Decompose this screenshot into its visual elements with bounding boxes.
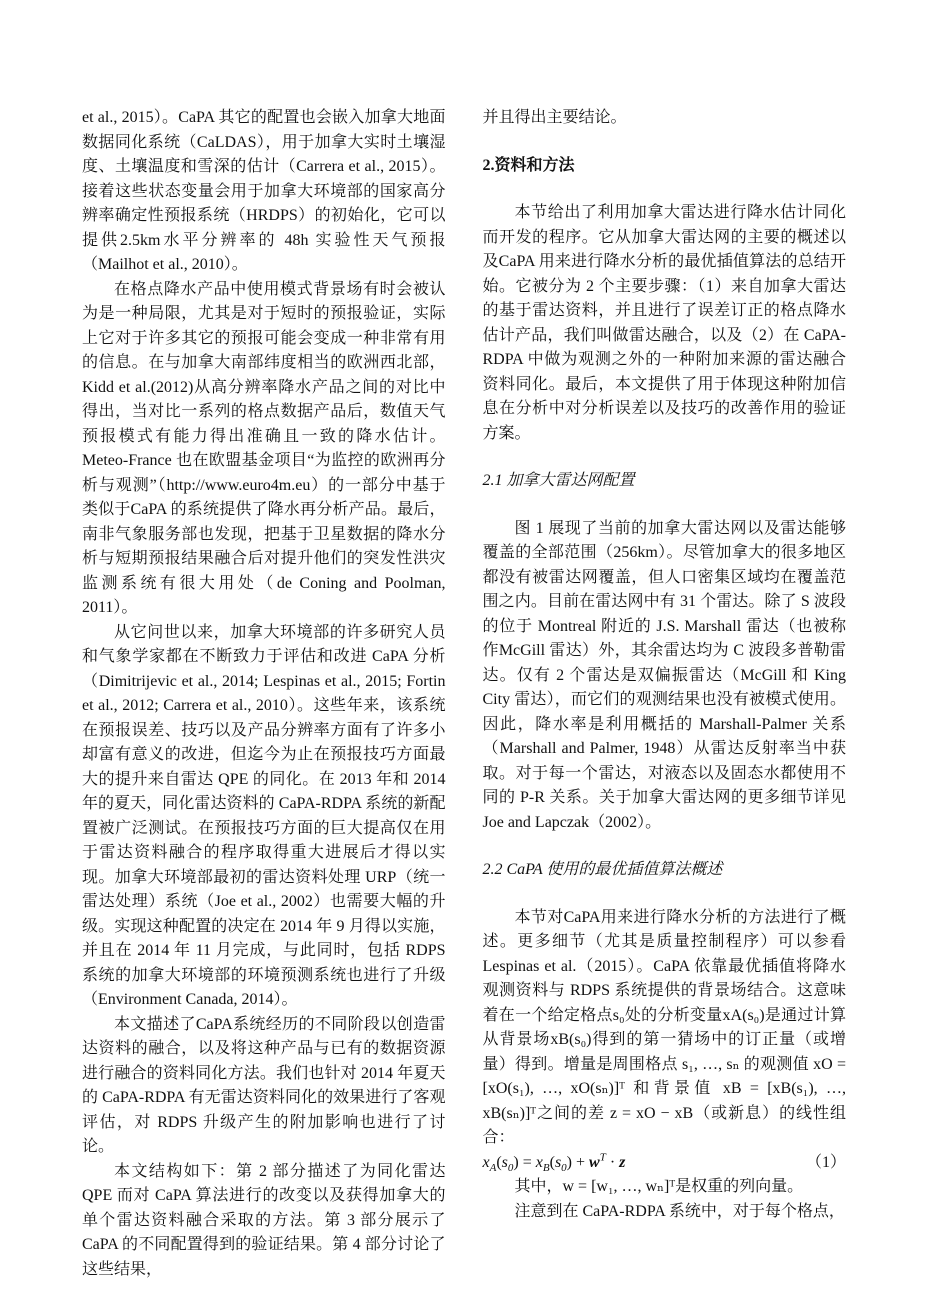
right-column: [483, 106, 847, 1282]
paragraph: 在格点降水产品中使用模式背景场有时会被认为是一种局限，尤其是对于短时的预报验证，实际上它对于许多其它的预报可能会变成一种非常有用的信息。在与加拿大南部纬度相当的欧洲西北部，Kidd et al.(2012)从高分辨率降水产品之间的对比中得出，当对比一系列的格点数据产品后，数值天气预报模式有能力得出准确且一致的降水估计。Meteo-France 也在欧盟基金项目“为监控的欧洲再分析与观测”（http://www.euro4m.eu）的一部分中基于类似于CaPA 的系统提供了降水再分析产品。最后，南非气象服务部也发现，把基于卫星数据的降水分析与短期预报结果融合后对提升他们的突发性洪灾监测系统有很大用处（de Coning and Poolman, 2011）。: [82, 280, 446, 616]
paper-page: [82, 106, 846, 1282]
paragraph: 注意到在 CaPA-RDPA 系统中，对于每个格点，: [514, 1202, 845, 1220]
paragraph: 从它问世以来，加拿大环境部的许多研究人员和气象学家都在不断致力于评估和改进 CaPA 分析（Dimitrijevic et al., 2014; Lespinas et al., 2015; Fortin et al., 2012; Carrera et al., 2010）。这些年来，该系统在预报误差、技巧以及产品分辨率方面有了许多小却富有意义的改进，但迄今为止在预报技巧方面最大的提升来自雷达 QPE 的同化。在 2013 年和 2014 年的夏天，同化雷达资料的 CaPA-RDPA 系统的新配置被广泛测试。在预报技巧方面的巨大提高仅在用于雷达资料融合的程序取得重大进展后才得以实现。加拿大环境部最初的雷达资料处理 URP（统一雷达处理）系统（Joe et al., 2002）也需要大幅的升级。实现这种配置的决定在 2014 年 9 月得以实施，并且在 2014 年 11 月完成，与此同时，包括 RDPS 系统的加拿大环境部的环境预测系统也进行了升级（Environment Canada, 2014）。: [82, 623, 446, 1008]
paragraph: 本节对CaPA用来进行降水分析的方法进行了概述。更多细节（尤其是质量控制程序）可以参看Lespinas et al.（2015）。CaPA 依靠最优插值将降水观测资料与 RDPS 系统提供的背景场结合。这意味着在一个给定格点s₀处的分析变量xA(s₀)是通过计算从背景场xB(s₀)得到的第一猜场中的订正量（或增量）得到。增量是周围格点 s₁, …, sₙ 的观测值 xO = [xO(s₁), …, xO(sₙ)]ᵀ 和背景值 xB = [xB(s₁), …, xB(sₙ)]ᵀ之间的差 z = xO − xB（或新息）的线性组合：: [482, 908, 846, 1146]
paragraph: 图 1 展现了当前的加拿大雷达网以及雷达能够覆盖的全部范围（256km）。尽管加拿大的很多地区都没有被雷达网覆盖，但人口密集区域均在覆盖范围之内。目前在雷达网中有 31 个雷达。除了 S 波段的位于 Montreal 附近的 J.S. Marshall 雷达（也被称作McGill 雷达）外，其余雷达均为 C 波段多普勒雷达。仅有 2 个雷达是双偏振雷达（McGill 和 King City 雷达），而它们的观测结果也没有被模式使用。因此，降水率是利用概括的 Marshall-Palmer 关系（Marshall and Palmer, 1948）从雷达反射率当中获取。对于每一个雷达，对液态以及固态水都使用不同的 P-R 关系。关于加拿大雷达网的更多细节详见 Joe and Lapczak（2002）。: [482, 519, 846, 831]
equation-1-body: $x_A(s_0) = x_B(s_0) + w^T \cdot z$: [482, 1151, 626, 1174]
subsection-heading-2-1: 2.1 加拿大雷达网配置: [482, 472, 635, 489]
paragraph: 其中，w = [w₁, …, wₙ]ᵀ是权重的列向量。: [514, 1178, 804, 1195]
paragraph: 本节给出了利用加拿大雷达进行降水估计同化而开发的程序。它从加拿大雷达网的主要的概述以及CaPA 用来进行降水分析的最优插值算法的总结开始。它被分为 2 个主要步骤：（1）来自加拿大雷达的基于雷达资料，并且进行了误差订正的格点降水估计产品，我们叫做雷达融合，以及（2）在 CaPA-RDPA 中做为观测之外的一种附加来源的雷达融合资料同化。最后，本文提供了用于体现这种附加信息在分析中对分析误差以及技巧的改善作用的验证方案。: [482, 204, 846, 442]
section-heading-2: 2.资料和方法: [482, 156, 575, 174]
paragraph: 本文描述了CaPA系统经历的不同阶段以创造雷达资料的融合，以及将这种产品与已有的数据资源进行融合的资料同化方法。我们也针对 2014 年夏天的 CaPA-RDPA 有无雷达资料同化的效果进行了客观评估，对 RDPS 升级产生的附加影响也进行了讨论。: [82, 1015, 446, 1155]
left-column: [82, 106, 446, 1282]
paragraph-continuation: 并且得出主要结论。: [482, 109, 627, 126]
equation-1-row: [483, 1151, 847, 1176]
equation-1-number: （1）: [805, 1153, 846, 1171]
subsection-heading-2-2: 2.2 CaPA 使用的最优插值算法概述: [482, 861, 723, 878]
paragraph-continuation: et al., 2015）。CaPA 其它的配置也会嵌入加拿大地面数据同化系统（CaLDAS），用于加拿大实时土壤湿度、土壤温度和雪深的估计（Carrera et al., 2015）。接着这些状态变量会用于加拿大环境部的国家高分辨率确定性预报系统（HRDPS）的初始化，它可以提供2.5km水平分辨率的 48h 实验性天气预报（Mailhot et al., 2010）。: [82, 109, 446, 273]
paragraph: 本文结构如下：第 2 部分描述了为同化雷达 QPE 而对 CaPA 算法进行的改变以及获得加拿大的单个雷达资料融合采取的方法。第 3 部分展示了 CaPA 的不同配置得到的验证结果。第 4 部分讨论了这些结果，: [82, 1162, 446, 1278]
